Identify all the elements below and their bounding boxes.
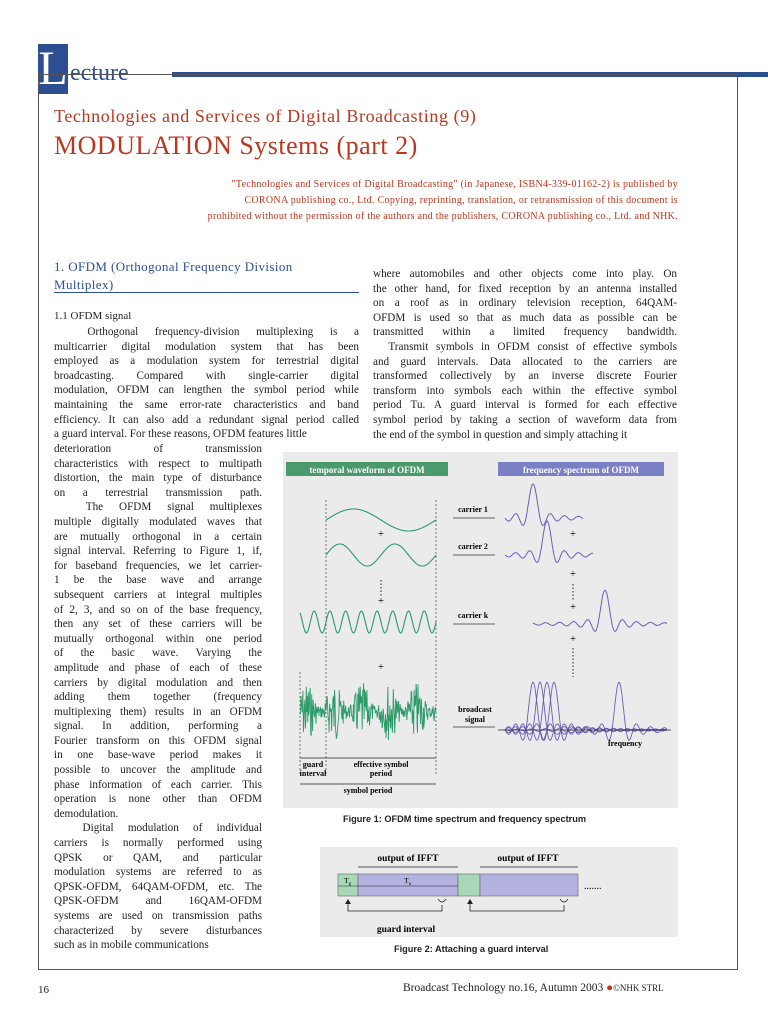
effective-block (480, 874, 578, 896)
carrier2-label: carrier 2 (458, 542, 488, 551)
tu-label: $T_u$ (404, 876, 412, 887)
ifft-output-label: output of IFFT (377, 854, 439, 864)
temporal-label: temporal waveform of OFDM (309, 465, 425, 475)
copy-bracket (560, 899, 568, 902)
carrierk-spectrum (533, 590, 667, 631)
copy-bracket (438, 899, 446, 902)
arrow-head (345, 899, 351, 904)
text-line: are mutually orthogonal in a certain (54, 530, 262, 543)
ifft-output-label: output of IFFT (497, 854, 559, 864)
guard-block (458, 874, 480, 896)
footer-copyright: ©NHK STRL (613, 983, 664, 993)
frequency-label: frequency (607, 739, 643, 748)
carrier2-wave (326, 544, 436, 566)
text-line: QPSK-OFDM, 64QAM-OFDM, etc. The (54, 880, 262, 893)
text-line: modulation systems are referred to as (54, 866, 262, 879)
subsection-heading: 1.1 OFDM signal (54, 310, 132, 322)
text-line: multiple digitally modulated waves that (54, 515, 262, 528)
copyright-notice (118, 177, 678, 225)
effective-symbol-label: effective symbol (353, 760, 409, 769)
text-line: the end of the symbol in question and simply attaching it (373, 428, 628, 441)
figure2-caption: Figure 2: Attaching a guard interval (394, 944, 549, 954)
text-line: then any set of these carriers will be (54, 618, 262, 631)
text-line: mutually orthogonal within one period (54, 632, 262, 645)
section-rule (54, 292, 359, 293)
carrier2-spectrum (505, 521, 593, 562)
text-line: modulation, OFDM can lengthen the symbol period while (54, 384, 359, 397)
section-heading-line: Multiplex) (54, 277, 114, 292)
text-line: Digital modulation of individual (54, 822, 262, 835)
continuation-dots: ....... (584, 881, 602, 892)
text-line: QPSK or QAM, and particular (54, 851, 262, 864)
plus-sign: + (569, 528, 577, 540)
text-line: operation is none other than OFDM (54, 793, 262, 806)
plus-sign: + (377, 528, 385, 540)
copyright-line: prohibited without the permission of the authors and the publishers, CORONA publishing co., Ltd. and NHK. (207, 211, 678, 222)
text-line: of the basic wave. Varying the (54, 647, 262, 660)
text-line: such as in mobile communications (54, 939, 209, 952)
section-heading-line: 1. OFDM (Orthogonal Frequency Division (54, 259, 293, 274)
text-line: transmitted within a limited frequency bandwidth. (373, 326, 677, 339)
text-line: where automobiles and other objects come into play. On (373, 268, 677, 280)
carrier-spectrum-curve (505, 682, 667, 740)
text-line: Transmit symbols in OFDM consist of effective symbols (373, 340, 677, 353)
carrierk-wave (300, 611, 436, 633)
column2-paragraph (373, 267, 677, 442)
copy-arrow (348, 901, 442, 911)
text-line: OFDM is used so that as much data as possible can be (373, 311, 677, 324)
broadcast-signal-wave (300, 683, 436, 740)
text-line: Fourier transform on this OFDM signal (54, 734, 262, 747)
figure2-graphic (320, 847, 678, 937)
carrier1-label: carrier 1 (458, 505, 488, 514)
broadcast-label: broadcast (458, 705, 492, 714)
text-line: symbol period by taking a section of waveform data from (373, 413, 677, 426)
guard-interval-label: guard interval (376, 925, 436, 935)
lecture-logo-text: ecture (70, 60, 129, 86)
lecture-logo-letter: L (38, 42, 68, 95)
figure1-caption: Figure 1: OFDM time spectrum and frequency spectrum (343, 814, 587, 824)
text-line: maintaining the same error-rate characteristics and band (54, 398, 359, 411)
page-number: 16 (38, 984, 49, 996)
guard-interval-label: guard (302, 760, 324, 769)
column1-narrow-paragraph (54, 442, 262, 953)
text-line: amplitude and phase of each of these (54, 661, 262, 674)
carrierk-label: carrier k (457, 611, 489, 620)
text-line: QPSK-OFDM and 16QAM-OFDM (54, 895, 262, 908)
text-line: The OFDM signal multiplexes (54, 501, 262, 514)
text-line: systems are used on transmission paths (54, 910, 262, 922)
symbol-period-label: symbol period (343, 786, 393, 795)
text-line: signal. In addition, performing a (54, 720, 262, 733)
plus-sign: + (377, 661, 385, 673)
plus-sign: + (569, 568, 577, 580)
figure1 (283, 452, 678, 808)
spectrum-label: frequency spectrum of OFDM (522, 465, 640, 475)
text-line: and guard intervals. Data allocated to the carriers are (373, 355, 677, 368)
text-line: demodulation. (54, 807, 119, 820)
text-line: 1 be the base wave and arrange (54, 574, 262, 587)
copy-arrow (470, 901, 564, 911)
text-line: of 2, 3, and so on of the base frequency, (54, 603, 262, 616)
text-line: distortion, the main type of disturbance (54, 472, 262, 485)
text-line: Orthogonal frequency-division multiplexing is a (54, 326, 359, 338)
arrow-head (467, 899, 473, 904)
plus-sign: + (569, 601, 577, 613)
text-line: multicarrier digital modulation system that has been (54, 340, 359, 353)
broadcast-spectrum (505, 682, 667, 740)
text-line: on a terrestrial transmission path. (54, 486, 262, 499)
guard-interval-label: interval (299, 769, 327, 778)
bullet-icon: ● (606, 982, 614, 994)
text-line: on a roof as in ordinary television reception, 64QAM- (373, 297, 677, 310)
text-line: signal interval. Referring to Figure 1, if, (54, 545, 262, 558)
text-line: characterized by severe disturbances (54, 924, 262, 937)
text-line: transformed collectively by an inverse discrete Fourier (373, 370, 677, 383)
text-line: phase information of each carrier. This (54, 778, 262, 791)
plus-sign: + (569, 633, 577, 645)
footer-citation (403, 982, 664, 994)
text-line: deterioration of transmission (54, 443, 262, 455)
text-line: carriers by digital modulation and then (54, 676, 262, 689)
text-line: transform into symbols each within the effective symbol (373, 384, 677, 397)
text-line: adding them together (frequency (54, 691, 262, 704)
text-line: in one base-wave period makes it (54, 749, 262, 762)
copyright-line: CORONA publishing co., Ltd. Copying, reprinting, translation, or retransmission of this document is (244, 195, 678, 206)
text-line: characteristics with respect to multipath (54, 457, 262, 470)
text-line: efficiency. It can also add a redundant signal period called (54, 413, 359, 426)
page-title: MODULATION Systems (part 2) (54, 131, 418, 160)
text-line: for baseband frequencies, we let carrier- (54, 559, 262, 572)
text-line: broadcasting. Compared with single-carrier digital (54, 369, 359, 382)
broadcast-label: signal (464, 715, 486, 724)
figure1-graphic (283, 452, 678, 808)
carrier1-spectrum (505, 484, 583, 525)
tg-label: $T_g$ (344, 876, 352, 887)
text-line: multiplexing them) results in an OFDM (54, 705, 262, 718)
plus-sign: + (377, 595, 385, 607)
figure2 (320, 847, 678, 937)
journal-name: Broadcast Technology no.16, Autumn 2003 (403, 982, 604, 994)
text-line: carriers is normally performed using (54, 837, 262, 850)
text-line: a guard interval. For these reasons, OFDM features little (54, 428, 307, 441)
series-title: Technologies and Services of Digital Broadcasting (9) (54, 106, 477, 126)
text-line: subsequent carriers at integral multiples (54, 588, 262, 601)
text-line: period Tu. A guard interval is formed for each effective (373, 399, 677, 412)
effective-symbol-label: period (369, 769, 393, 778)
section-heading (54, 258, 359, 294)
text-line: possible to uncover the amplitude and (54, 764, 262, 777)
text-line: the other hand, for fixed reception by an antenna installed (373, 282, 677, 295)
column1-top-paragraph (54, 325, 359, 442)
text-line: employed as a modulation system for terrestrial digital (54, 355, 359, 368)
copyright-line: "Technologies and Services of Digital Broadcasting" (in Japanese, ISBN4-339-01162-2) is published by (231, 179, 678, 190)
